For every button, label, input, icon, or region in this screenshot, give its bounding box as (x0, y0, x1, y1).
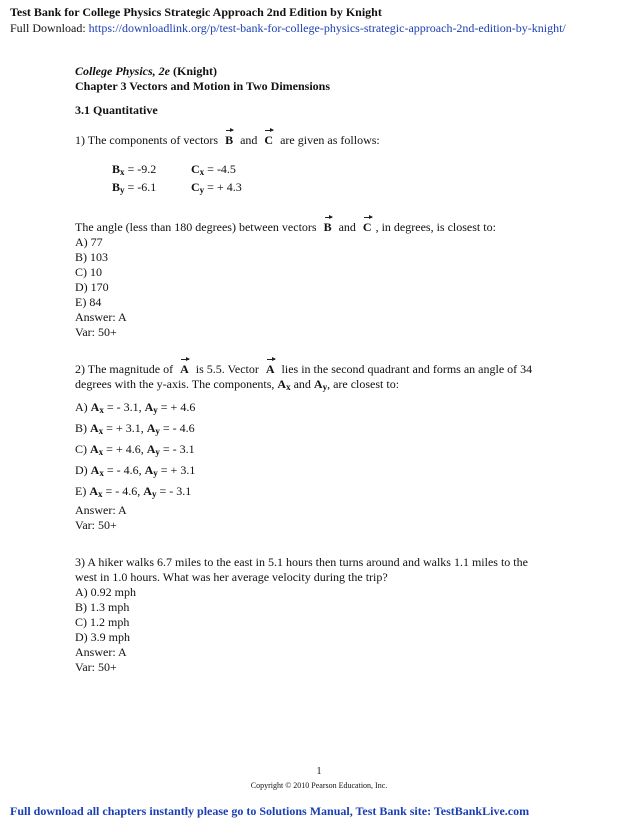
q3-line-1: 3) A hiker walks 6.7 miles to the east in 5.1 hours then turns around and walks 1.1 miles to the (75, 555, 528, 569)
answer-option: D) $A_x$ = - 4.6, $A_y$ = + 3.1 (75, 463, 196, 478)
answer-option: E) $A_x$ = - 4.6, $A_y$ = - 3.1 (75, 484, 192, 499)
q1-intro: 1) The components of vectors B and C are given as follows: (75, 133, 380, 147)
book-author: (Knight) (169, 64, 217, 78)
chapter-title: Chapter 3 Vectors and Motion in Two Dimensions (75, 79, 331, 93)
answer-option: C) $A_x$ = + 4.6, $A_y$ = - 3.1 (75, 442, 195, 457)
download-prefix: Full Download: (10, 21, 89, 35)
component-row: $B_y = -6.1$ $C_y$ = + 4.3 (112, 180, 242, 195)
page-body (75, 64, 575, 675)
vector-b-symbol: B (323, 220, 332, 234)
var-label: Var: 50+ (75, 518, 117, 532)
answer-option: A) 77 (75, 235, 103, 249)
answer-option: A) $A_x$ = - 3.1, $A_y$ = + 4.6 (75, 400, 196, 415)
answer-option: B) 103 (75, 250, 108, 264)
q1-components-table (112, 162, 575, 198)
q1-question: The angle (less than 180 degrees) between vectors B and C , in degrees, is closest to: (75, 220, 496, 234)
vector-b-symbol: B (225, 133, 234, 147)
vector-c-symbol: C (362, 220, 372, 234)
footer-promo[interactable]: Full download all chapters instantly please go to Solutions Manual, Test Bank site: TestBankLive.com (10, 804, 530, 818)
answer-option: C) 1.2 mph (75, 615, 130, 629)
q2-line-2: degrees with the y-axis. The components, $A_x$ and $A_y$, are closest to: (75, 377, 400, 392)
answer-option: D) 3.9 mph (75, 630, 130, 644)
answer-key: Answer: A (75, 645, 127, 659)
download-line (10, 21, 566, 36)
question-2 (75, 362, 575, 533)
section-title: 3.1 Quantitative (75, 103, 158, 117)
question-3 (75, 555, 575, 675)
q3-line-2: west in 1.0 hours. What was her average velocity during the trip? (75, 570, 388, 584)
answer-option: E) 84 (75, 295, 102, 309)
answer-option: B) $A_x$ = + 3.1, $A_y$ = - 4.6 (75, 421, 195, 436)
answer-key: Answer: A (75, 503, 127, 517)
vector-c-symbol: C (264, 133, 274, 147)
question-1 (75, 133, 575, 340)
answer-option: C) 10 (75, 265, 102, 279)
book-title: College Physics, 2e (75, 64, 170, 78)
answer-key: Answer: A (75, 310, 127, 324)
q2-line-1: 2) The magnitude of A is 5.5. Vector A lies in the second quadrant and forms an angle of 34 (75, 362, 533, 376)
page-number: 1 (316, 766, 322, 777)
answer-option: D) 170 (75, 280, 109, 294)
component-row: $B_x = -9.2$ $C_x = -4.5$ (112, 162, 236, 177)
answer-option: A) 0.92 mph (75, 585, 136, 599)
vector-a-symbol: A (180, 362, 189, 376)
download-link[interactable]: https://downloadlink.org/p/test-bank-for-college-physics-strategic-approach-2nd-edition-by-knight/ (88, 21, 566, 35)
copyright-notice: Copyright © 2010 Pearson Education, Inc. (250, 781, 388, 790)
book-title-line (75, 64, 575, 79)
document-header-title: Test Bank for College Physics Strategic Approach 2nd Edition by Knight (10, 5, 382, 19)
var-label: Var: 50+ (75, 325, 117, 339)
answer-option: B) 1.3 mph (75, 600, 130, 614)
vector-a-symbol: A (265, 362, 275, 376)
var-label: Var: 50+ (75, 660, 117, 674)
